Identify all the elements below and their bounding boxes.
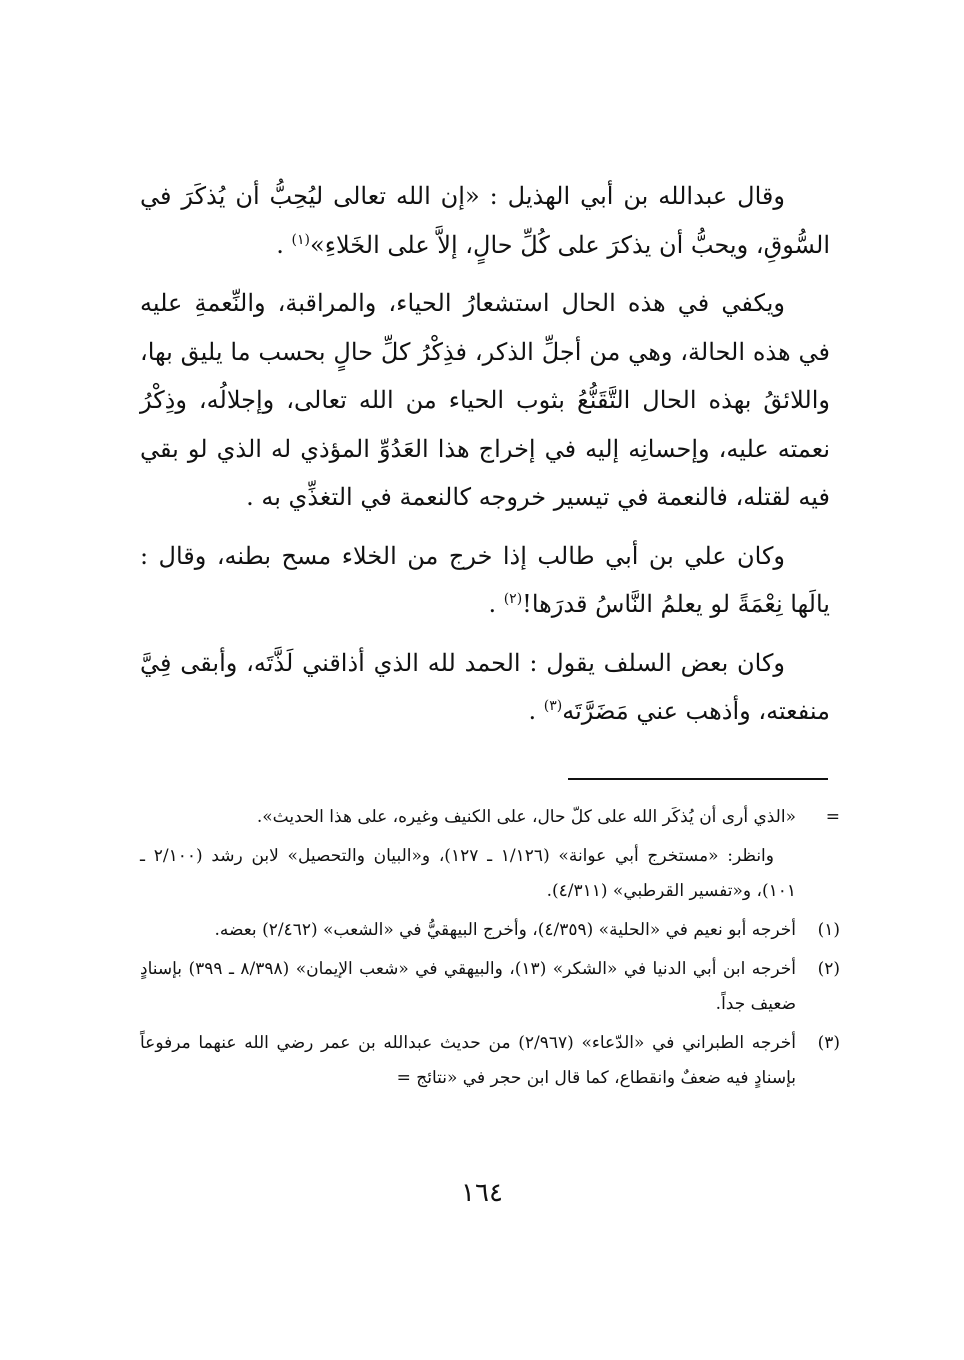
- paragraph-4: [140, 639, 830, 736]
- footnote-ref-3[interactable]: (٣): [543, 698, 563, 714]
- paragraph-2-text: ويكفي في هذه الحال استشعارُ الحياء، والمراقبة، والنِّعمةِ عليه في هذه الحالة، وهي من أجلِّ الذكر، فذِكْرُ كلِّ حالٍ بحسب ما يليق بها، واللائقُ بهذه الحال التَّقَنُّعُ بثوب الحياء من الله تعالى، وإجلالُه، وذِكْرُ نعمته عليه، وإحسانِه إليه في إخراج هذا العَدُوِّ المؤذي له الذي لو بقي فيه لقتله، فالنعمة في تيسير خروجه كالنعمة في التغذِّي به .: [140, 289, 830, 511]
- paragraph-1-text: وقال عبدالله بن أبي الهذيل : «إن الله تعالى ليُحِبُّ أن يُذكَرَ في السُّوقِ، ويحبُّ أن يذكرَ على كُلِّ حالٍ، إلاَّ على الخَلاءِ»: [140, 182, 830, 259]
- continuation-mark: =: [825, 807, 840, 827]
- footnote-2: [140, 952, 840, 1022]
- paragraph-4-text: وكان بعض السلف يقول : الحمد لله الذي أذاقني لَذَّتَه، وأبقى فِيَّ منفعته، وأذهب عني مَضَرَّتَه: [140, 648, 830, 725]
- paragraph-2: [140, 279, 830, 522]
- footnote-3: [140, 1026, 840, 1096]
- page-number: ١٦٤: [461, 1178, 503, 1208]
- footnote-text: أخرجه ابن أبي الدنيا في «الشكر» (١٣)، والبيهقي في «شعب الإيمان» (٨/٣٩٨ ـ ٣٩٩) بإسنادٍ ضعيف جداً.: [140, 959, 796, 1014]
- footnote-1: [140, 913, 840, 948]
- paragraph-3: [140, 532, 830, 629]
- paragraph-1: [140, 172, 830, 269]
- paragraph-3-end: .: [488, 590, 504, 618]
- footnote-number: (١): [817, 920, 840, 940]
- footnote-continuation-2-text: وانظر: «مستخرج أبي عوانة» (١/١٢٦ ـ ١٢٧)، و«البيان والتحصيل» لابن رشد (٢/١٠٠ ـ ١٠١)، و«تفسير القرطبي» (٤/٣١١).: [140, 846, 796, 901]
- paragraph-3-text: وكان علي بن أبي طالب إذا خرج من الخلاء مسح بطنه، وقال : يالَها نِعْمَةً لو يعلمُ النَّاسُ قدرَها!: [140, 541, 830, 618]
- main-text: [140, 172, 830, 746]
- footnote-continuation-text: «الذي أرى أن يُذكَر الله على كلّ حال، على الكنيف وغيره، على هذا الحديث».: [256, 807, 796, 827]
- footnote-ref-2[interactable]: (٢): [503, 591, 523, 607]
- footnote-number: (٣): [817, 1033, 840, 1053]
- footnotes: [140, 800, 840, 1100]
- footnote-text: أخرجه الطبراني في «الدّعاء» (٢/٩٦٧) من حديث عبدالله بن عمر رضي الله عنهما مرفوعاً بإسنادٍ فيه ضعفٌ وانقطاع، كما قال ابن حجر في «نتائج =: [140, 1033, 796, 1088]
- footnote-ref-1[interactable]: (١): [291, 231, 311, 248]
- footnote-text: أخرجه أبو نعيم في «الحلية» (٤/٣٥٩)، وأخرج البيهقيُّ في «الشعب» (٢/٤٦٢) بعضه.: [214, 920, 796, 940]
- footnote-continuation: [140, 800, 840, 835]
- footnote-continuation-2: [140, 839, 840, 909]
- footnote-separator: [568, 778, 828, 780]
- footnote-number: (٢): [817, 959, 840, 979]
- paragraph-4-end: .: [528, 697, 544, 725]
- paragraph-1-end: .: [276, 230, 292, 259]
